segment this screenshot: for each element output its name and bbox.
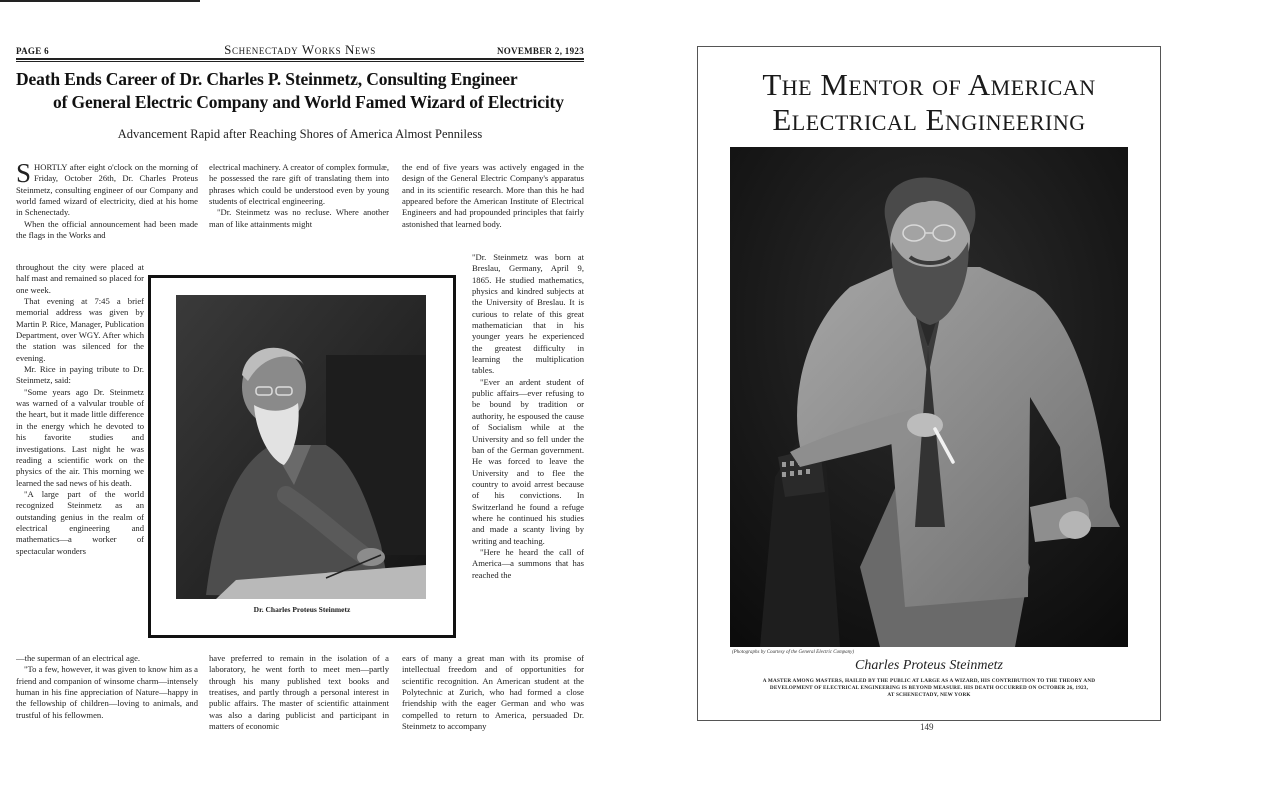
- column-1-narrow: [16, 262, 144, 660]
- header-rule: [16, 58, 584, 60]
- title-line-1: The Mentor of American: [762, 67, 1096, 102]
- column-3-bottom: [402, 653, 584, 743]
- paragraph: "Some years ago Dr. Steinmetz was warned of a valvular trouble of the heart, but it made little difference in the energy which he devoted to his favorite studies and investigations. Last night he was reading a scientific work on the physics of the air. This morning we learned the sad news of his death.: [16, 386, 144, 488]
- newspaper-page: [14, 40, 586, 745]
- paragraph: —the superman of an electrical age.: [16, 653, 141, 663]
- issue-date: NOVEMBER 2, 1923: [496, 46, 584, 56]
- column-2-bottom: [209, 653, 389, 743]
- paragraph: That evening at 7:45 a brief memorial address was given by Martin P. Rice, Manager, Publication Department, over WGY. After which the station was silenced for the evening.: [16, 296, 144, 363]
- paragraph: "Dr. Steinmetz was no recluse. Where another man of like attainments might: [209, 207, 389, 229]
- column-3-top: [402, 162, 584, 252]
- column-1-bottom: [16, 653, 198, 743]
- photo-credit: (Photographs by Courtesy of the General Electric Company): [732, 650, 855, 655]
- paragraph: ears of many a great man with its promise of intellectual freedom and of opportunities for scientific recognition. An American student at the Polytechnic at Zurich, who had formed a close friendship with the eager German and who was compelled to return to America, persuaded Dr. Steinmetz to accompany: [402, 653, 584, 732]
- bio-line-2: DEVELOPMENT OF ELECTRICAL ENGINEERING IS BEYOND MEASURE. HIS DEATH OCCURRED ON OCTOBER 26, 1923,: [769, 685, 1089, 691]
- mentor-page: [697, 46, 1161, 721]
- mentor-page-number: 149: [920, 722, 934, 732]
- paragraph: When the official announcement had been made the flags in the Works and: [16, 218, 198, 241]
- masthead: Schenectady Works News: [224, 42, 376, 57]
- bio-line-3: AT SCHENECTADY, NEW YORK: [887, 692, 971, 698]
- paragraph: "Dr. Steinmetz was born at Breslau, Germany, April 9, 1865. He studied mathematics, physics and kindred subjects at the University of Breslau. It is curious to relate of this great mathematician that in his younger years he experienced the greatest difficulty in learning the multiplication tables.: [472, 252, 584, 376]
- paragraph-text: HORTLY after eight o'clock on the morning of Friday, October 26th, Dr. Charles Proteus Steinmetz, consulting engineer of our Company and world famed wizard of electricity, died at his home in Schenectady.: [16, 162, 198, 218]
- steinmetz-writing-photo: [176, 295, 426, 599]
- top-rule: [0, 0, 200, 2]
- paragraph: "Ever an ardent student of public affairs—ever refusing to be bound by tradition or authority, he espoused the cause of Socialism while at the University and so fell under the ban of the German government. He was forced to leave the University and to flee the country to avoid arrest because of his convictions. In Switzerland he found a refuge where he continued his studies and made a scanty living by writing and teaching.: [472, 376, 584, 546]
- page-number: PAGE 6: [16, 46, 49, 56]
- headline-line-1: Death Ends Career of Dr. Charles P. Steinmetz, Consulting Engineer: [16, 69, 518, 89]
- paragraph: throughout the city were placed at half mast and remained so placed for one week.: [16, 262, 144, 295]
- subheadline: Advancement Rapid after Reaching Shores of America Almost Penniless: [117, 127, 483, 141]
- bio-line-1: A MASTER AMONG MASTERS, HAILED BY THE PUBLIC AT LARGE AS A WIZARD, HIS CONTRIBUTION TO THE THEORY AND: [762, 678, 1096, 684]
- paragraph: [16, 162, 198, 219]
- headline-line-2: of General Electric Company and World Famed Wizard of Electricity: [53, 92, 564, 112]
- portrait-name-caption: Charles Proteus Steinmetz: [854, 658, 1004, 673]
- title-line-2: Electrical Engineering: [772, 102, 1086, 137]
- mentor-title: [698, 67, 1160, 137]
- headline: [16, 68, 584, 114]
- steinmetz-portrait-photo: [730, 147, 1128, 647]
- drop-cap: S: [16, 162, 32, 188]
- paragraph: electrical machinery. A creator of complex formulæ, he possessed the rare gift of translating them into phrases which could be understood even by young students of electrical engineering.: [209, 162, 389, 207]
- paragraph: the end of five years was actively engaged in the design of the General Electric Company's apparatus and in its scientific research. More than this he had appeared before the American Institute of Electrical Engineers and had propounded principles that fairly astonished that learned body.: [402, 162, 584, 229]
- bio-text: [724, 678, 1134, 699]
- header-rule-thin: [16, 61, 584, 62]
- column-3-narrow: [472, 252, 584, 660]
- paragraph: Mr. Rice in paying tribute to Dr. Steinmetz, said:: [16, 364, 144, 386]
- paragraph: "Here he heard the call of America—a summons that has reached the: [472, 546, 584, 580]
- column-1-top: [16, 162, 198, 262]
- article-photo-frame: [148, 275, 456, 638]
- photo-caption: Dr. Charles Proteus Steinmetz: [253, 605, 351, 614]
- paragraph: "To a few, however, it was given to know him as a friend and companion of winsome charm—intensely human in his fine appreciation of Nature—happy in the fellowship of children—loving to animals, and trustful of his fellowmen.: [16, 664, 198, 720]
- page-header: [16, 42, 584, 58]
- paragraph: "A large part of the world recognized Steinmetz as an outstanding genius in the realm of electrical engineering and mathematics—a worker of spectacular wonders: [16, 488, 144, 556]
- column-2-top: [209, 162, 389, 252]
- paragraph: have preferred to remain in the isolation of a laboratory, he went forth to meet men—partly through his many published text books and treatises, and partly through a personal interest in public affairs. The master of scientific attainment was also a daring publicist and participant in matters of economic: [209, 653, 389, 732]
